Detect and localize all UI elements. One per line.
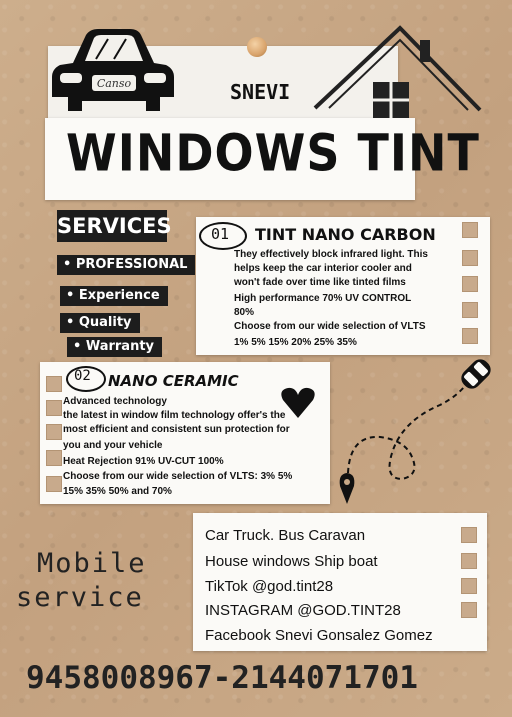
heart-icon: [280, 386, 316, 420]
card2-checkbox: [46, 424, 62, 440]
card1-title: TINT NANO CARBON: [255, 225, 436, 244]
card1-checkbox: [462, 222, 478, 238]
house-icon: [305, 20, 490, 125]
card1-line: High performance 70% UV CONTROL: [234, 293, 412, 304]
car-top-icon: [452, 350, 500, 398]
car-plate: Canso: [96, 77, 132, 90]
card1-number: 01: [211, 225, 230, 243]
contact-checkbox: [461, 553, 477, 569]
card2-line: Choose from our wide selection of VLTS: 3% 5%: [63, 471, 293, 482]
contact-line: Car Truck. Bus Caravan: [205, 527, 366, 544]
location-pin-icon: [338, 472, 356, 506]
card1-line: 1% 5% 15% 20% 25% 35%: [234, 337, 357, 348]
contact-checkbox: [461, 578, 477, 594]
service-item-professional: • PROFESSIONAL: [57, 255, 195, 275]
card2-number: 02: [74, 368, 91, 384]
contact-line: TikTok @god.tint28: [205, 578, 334, 595]
card1-checkbox: [462, 328, 478, 344]
page-title: WINDOWS TINT: [66, 123, 480, 183]
card1-checkbox: [462, 276, 478, 292]
brand-name: SNEVI: [230, 80, 291, 104]
card2-line: Heat Rejection 91% UV-CUT 100%: [63, 456, 224, 467]
card2-line: you and your vehicle: [63, 440, 163, 451]
card2-checkbox: [46, 450, 62, 466]
mobile-line1: Mobile: [37, 548, 147, 579]
contact-checkbox: [461, 602, 477, 618]
card1-checkbox: [462, 250, 478, 266]
card2-line: most efficient and consistent sun protection for: [63, 424, 290, 435]
card1-line: 80%: [234, 307, 255, 318]
contact-checkbox: [461, 527, 477, 543]
card2-checkbox: [46, 400, 62, 416]
contact-line: Facebook Snevi Gonsalez Gomez: [205, 627, 433, 644]
card2-line: the latest in window film technology offer's the: [63, 410, 286, 421]
service-item-experience: • Experience: [60, 286, 168, 306]
pushpin-icon: [247, 37, 267, 57]
contact-line: INSTAGRAM @GOD.TINT28: [205, 602, 401, 619]
card1-line: won't fade over time like tinted films: [234, 277, 406, 288]
service-item-quality: • Quality: [60, 313, 140, 333]
card2-line: Advanced technology: [63, 396, 167, 407]
card2-checkbox: [46, 376, 62, 392]
car-icon: [48, 25, 178, 120]
card1-line: They effectively block infrared light. This: [234, 249, 428, 260]
card2-title: NANO CERAMIC: [108, 372, 239, 390]
service-item-warranty: • Warranty: [67, 337, 162, 357]
card1-checkbox: [462, 302, 478, 318]
mobile-line2: service: [16, 582, 144, 613]
card1-line: Choose from our wide selection of VLTS: [234, 321, 426, 332]
card1-line: helps keep the car interior cooler and: [234, 263, 412, 274]
contact-line: House windows Ship boat: [205, 553, 378, 570]
card2-line: 15% 35% 50% and 70%: [63, 486, 172, 497]
services-heading: SERVICES: [57, 210, 167, 242]
phone-number: 9458008967-2144071701: [26, 660, 418, 696]
card2-checkbox: [46, 476, 62, 492]
